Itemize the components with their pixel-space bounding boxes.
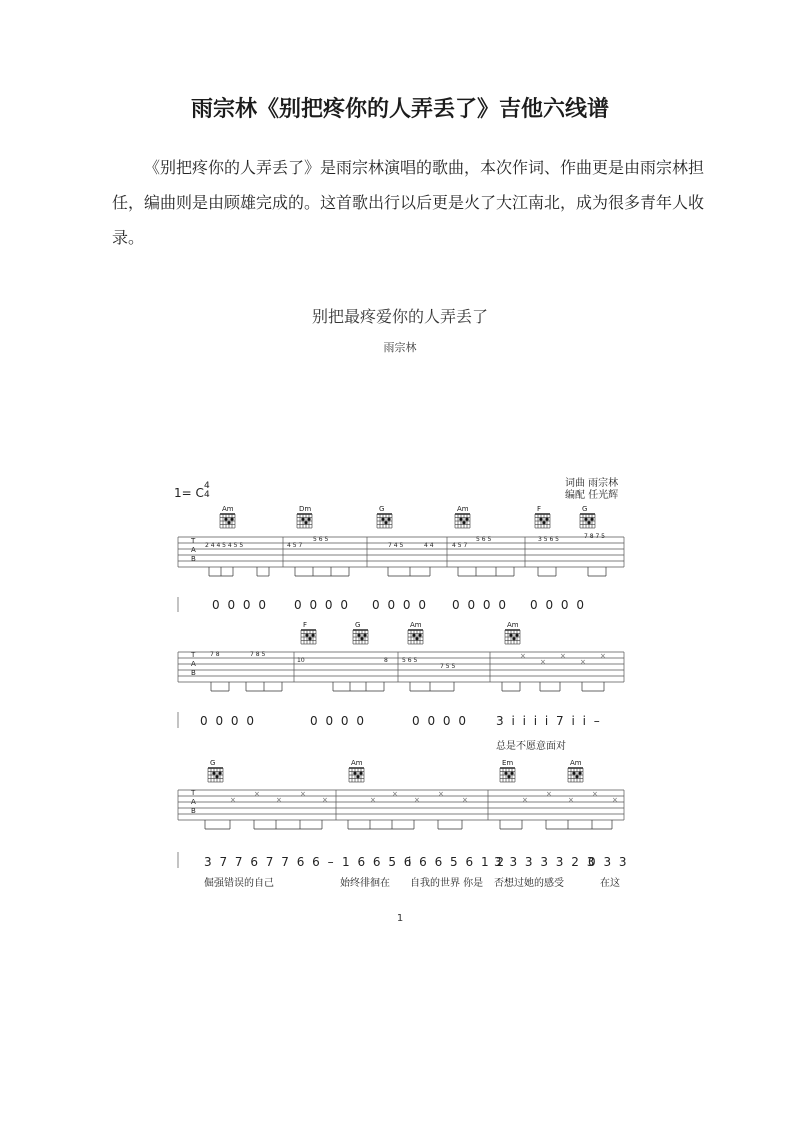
tab-letter: T (191, 537, 196, 545)
chord-diagram-am (505, 630, 520, 644)
tab-notes: 7 4 5 (388, 542, 404, 549)
muted-note: × (322, 796, 328, 804)
tab-notes: 7 8 5 (250, 651, 266, 658)
chord-diagram-em (500, 768, 515, 782)
page-number: 1 (396, 913, 404, 924)
notation-measure: 0 3 3 (588, 855, 629, 869)
chord-name: G (355, 621, 361, 629)
tab-notes: 5 6 5 (476, 536, 492, 543)
chord-name: G (582, 505, 588, 513)
notation-measure: 0 0 0 0 (212, 598, 268, 612)
chord-diagram-am (568, 768, 583, 782)
tab-notes: 7 8 7 5 (584, 533, 605, 540)
chord-diagram-am (220, 514, 235, 528)
muted-note: × (540, 658, 546, 666)
muted-note: × (600, 652, 606, 660)
lyric-line: 在这 (600, 878, 620, 889)
muted-note: × (254, 790, 260, 798)
tab-letter: T (191, 789, 196, 797)
notation-measure: 3 3 3 3 3 2 3 (494, 855, 597, 869)
tab-notes: 4 4 (424, 542, 434, 549)
chord-name: Dm (299, 505, 312, 513)
key-signature: 1= C (174, 486, 204, 500)
article-intro: 《别把疼你的人弄丢了》是雨宗林演唱的歌曲，本次作词、作曲更是由雨宗林担任，编曲则是由顾雄完成的。这首歌出行以后更是火了大江南北，成为很多青年人收录。 (112, 158, 705, 247)
tab-letter: B (191, 555, 196, 563)
chord-name: Am (351, 759, 363, 767)
chord-diagram-am (455, 514, 470, 528)
muted-note: × (276, 796, 282, 804)
muted-note: × (592, 790, 598, 798)
tab-notes: 7 8 (210, 651, 220, 658)
muted-note: × (392, 790, 398, 798)
muted-note: × (300, 790, 306, 798)
chord-name: G (379, 505, 385, 513)
chord-diagram-g (377, 514, 392, 528)
notation-measure: 0 0 0 0 (372, 598, 428, 612)
tab-notes: 7 5 5 (440, 663, 456, 670)
muted-note: × (522, 796, 528, 804)
chord-diagram-g (353, 630, 368, 644)
lyric-line: 自我的世界 你是 (410, 878, 484, 889)
chord-name: Am (222, 505, 234, 513)
chord-name: Am (410, 621, 422, 629)
tab-notes: 5 6 5 (313, 536, 329, 543)
chord-diagram-f (535, 514, 550, 528)
page-title: 雨宗林《别把疼你的人弄丢了》吉他六线谱 (190, 97, 609, 122)
notation-measure: 0 0 0 0 (310, 714, 366, 728)
notation-measure: 0 0 0 0 (200, 714, 256, 728)
tab-notes: 2 4 4 5 4 5 5 (205, 542, 244, 549)
chord-diagram-g (208, 768, 223, 782)
chord-name: Am (570, 759, 582, 767)
notation-measure: 1 6 6 5 6 (342, 855, 414, 869)
credit-line: 词曲 雨宗林 (565, 478, 619, 489)
chord-diagram-g (580, 514, 595, 528)
muted-note: × (230, 796, 236, 804)
lyric-line: 倔强错误的自己 (204, 878, 274, 889)
muted-note: × (580, 658, 586, 666)
notation-measure: 0 0 0 0 (452, 598, 508, 612)
chord-name: F (303, 621, 308, 629)
notation-measure: 3 7 7 6 7 7 6 6 – (204, 855, 336, 869)
muted-note: × (414, 796, 420, 804)
tab-notes: 10 (297, 657, 305, 664)
chord-name: Em (502, 759, 514, 767)
sheet-title: 别把最疼爱你的人弄丢了 (311, 307, 488, 326)
muted-note: × (560, 652, 566, 660)
chord-diagram-f (301, 630, 316, 644)
muted-note: × (370, 796, 376, 804)
chord-name: Am (507, 621, 519, 629)
tab-letter: B (191, 807, 196, 815)
notation-measure: 0 0 0 0 (412, 714, 468, 728)
tab-letter: A (191, 546, 196, 554)
credit-line: 编配 任光辉 (565, 490, 619, 501)
tab-notes: 4 5 7 (452, 542, 468, 549)
time-bottom: 4 (204, 490, 210, 500)
sheet-artist: 雨宗林 (383, 341, 417, 354)
note-stems-3 (205, 820, 612, 829)
note-stems-2 (211, 682, 604, 691)
notation-measure: 3 i i i i 7 i i – (496, 714, 602, 728)
lyric-line: 总是不愿意面对 (496, 741, 566, 752)
chord-diagram-am (349, 768, 364, 782)
muted-note: × (462, 796, 468, 804)
notation-measure: 0 0 0 0 (530, 598, 586, 612)
muted-note: × (612, 796, 618, 804)
muted-note: × (546, 790, 552, 798)
chord-name: G (210, 759, 216, 767)
tab-letter: T (191, 651, 196, 659)
chord-diagram-am (408, 630, 423, 644)
chord-name: Am (457, 505, 469, 513)
lyric-line: 否想过她的感受 (494, 878, 564, 889)
notation-measure: 0 0 0 0 (294, 598, 350, 612)
note-stems-1 (209, 567, 606, 576)
tab-letter: B (191, 669, 196, 677)
tab-notes: 8 (384, 657, 388, 664)
notation-measure: i 6 6 5 6 1 2 (408, 855, 507, 869)
tab-notes: 3 5 6 5 (538, 536, 559, 543)
tab-letter: A (191, 660, 196, 668)
time-top: 4 (204, 481, 210, 491)
lyric-line: 始终徘徊在 (340, 878, 390, 889)
muted-note: × (438, 790, 444, 798)
muted-note: × (568, 796, 574, 804)
tab-notes: 5 6 5 (402, 657, 418, 664)
tab-letter: A (191, 798, 196, 806)
tab-notes: 4 5 7 (287, 542, 303, 549)
chord-diagram-dm (297, 514, 312, 528)
chord-name: F (537, 505, 542, 513)
muted-note: × (520, 652, 526, 660)
